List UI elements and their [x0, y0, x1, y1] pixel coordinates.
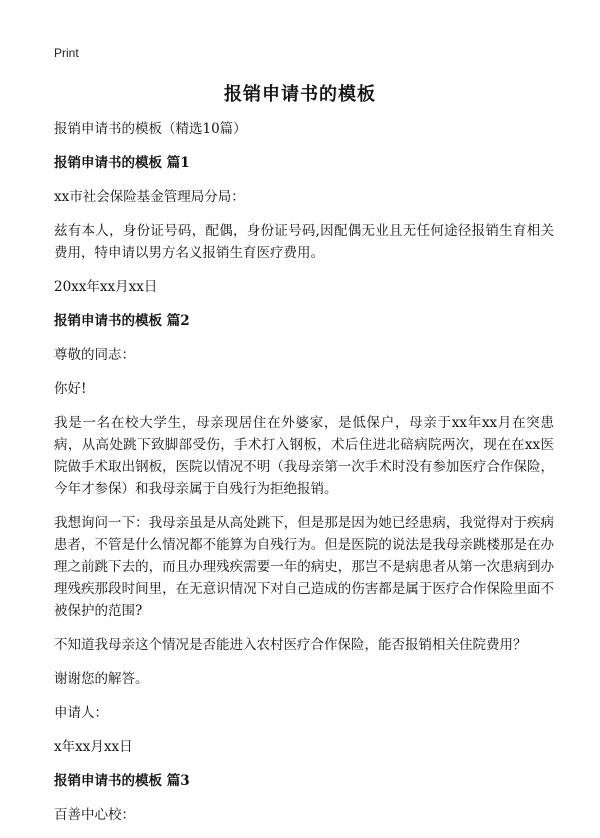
section2-paragraph-3: 不知道我母亲这个情况是否能进入农村医疗合作保险，能否报销相关住院费用？ — [54, 637, 527, 653]
section-heading-3: 报销申请书的模板 篇3 — [54, 773, 190, 789]
section2-paragraph-1: 我是一名在校大学生，母亲现居住在外婆家，是低保户，母亲于xx年xx月在突患病，从高处跳下致脚部受伤，手术打入钢板，术后住进北碚病院两次，现在在xx医院做手术取出钢板，医院以情况不明（我母亲第一次手术时没有参加医疗合作保险，今年才参保）和我母亲属于自残行为拒绝报销。 — [54, 415, 554, 497]
section3-recipient: 百善中心校： — [54, 807, 135, 823]
section2-thanks: 谢谢您的解答。 — [54, 671, 149, 687]
section-heading-1: 报销申请书的模板 篇1 — [54, 155, 190, 171]
section2-date: x年xx月xx日 — [54, 739, 133, 755]
section1-paragraph: 兹有本人，身份证号码，配偶，身份证号码,因配偶无业且无任何途径报销生育相关费用，特申请以男方名义报销生育医疗费用。 — [54, 223, 554, 261]
page-title: 报销申请书的模板 — [224, 84, 376, 105]
section2-greeting: 你好! — [54, 381, 87, 397]
print-label[interactable]: Print — [54, 46, 79, 60]
section-heading-2: 报销申请书的模板 篇2 — [54, 313, 190, 329]
section2-paragraph-2: 我想询问一下：我母亲虽是从高处跳下，但是那是因为她已经患病，我觉得对于疾病患者，不管是什么情况都不能算为自残行为。但是医院的说法是我母亲跳楼那是在办理之前跳下去的，而且办理残疾需要一年的病史，那岂不是病患者从第一次患病到办理残疾那段时间里，在无意识情况下对自己造成的伤害都是属于医疗合作保险里面不被保护的范围? — [54, 515, 554, 619]
section1-date: 20xx年xx月xx日 — [54, 279, 158, 295]
section1-recipient: xx市社会保险基金管理局分局： — [54, 189, 245, 205]
section2-salutation: 尊敬的同志： — [54, 347, 135, 363]
document-subtitle: 报销申请书的模板（精选10篇） — [54, 121, 247, 137]
section2-applicant: 申请人： — [54, 705, 108, 721]
document-content — [54, 118, 554, 838]
